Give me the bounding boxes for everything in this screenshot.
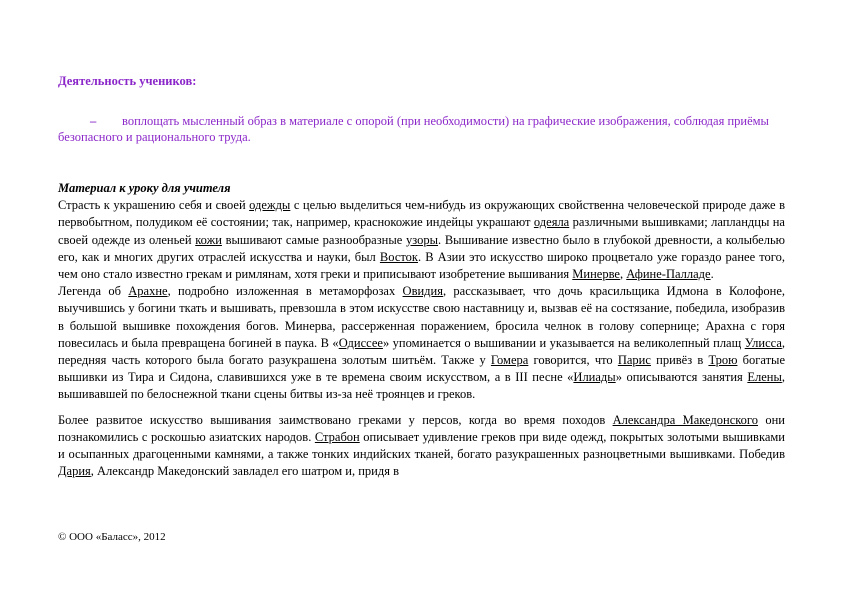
- link-iliady[interactable]: Илиады: [573, 370, 616, 385]
- link-gomera[interactable]: Гомера: [490, 353, 529, 368]
- link-strabon[interactable]: Страбон: [314, 429, 360, 444]
- activity-bullet: [58, 113, 788, 145]
- link-odissee[interactable]: Одиссее: [338, 335, 383, 350]
- link-vostok[interactable]: Восток: [379, 249, 418, 264]
- link-odeyala[interactable]: одеяла: [533, 215, 570, 230]
- link-arakhne[interactable]: Арахне: [128, 284, 168, 299]
- teacher-material: [58, 180, 785, 480]
- link-aleksandra-makedonskogo[interactable]: Александра Македонского: [612, 412, 759, 427]
- link-paris[interactable]: Парис: [617, 353, 651, 368]
- bullet-dash: –: [90, 114, 97, 128]
- link-dariya[interactable]: Дария: [58, 464, 91, 479]
- paragraph-2: Легенда об Арахне, подробно изложенная в метаморфозах Овидия, рассказывает, что дочь красильщика Идмона в Колофоне, выучившись у богини ткать и вышивать, превзошла в этом искусстве свою наставницу и, вызвав её на состязание, победила, изобразив в большой вышивке похождения богов. Минерва, рассерженная поражением, бросила челнок в голову сопернице; Арахна с горя повесилась и была превращена богиней в паука. В «Одиссее» упоминается о вышивании и указывается на великолепный плащ Улисса, передняя часть которого была богато разукрашена золотым шитьём. Также у Гомера говорится, что Парис привёз в Трою богатые вышивки из Тира и Сидона, славившихся уже в те времена своим искусством, а в III песне «Илиады» описываются занятия Елены, вышивавшей по белоснежной ткани сцены битвы из-за неё троянцев и греков.: [58, 284, 786, 402]
- link-minerve[interactable]: Минерве: [572, 267, 620, 282]
- link-eleny[interactable]: Елены: [747, 370, 782, 385]
- link-afine-pallade[interactable]: Афине-Палладе: [626, 267, 711, 282]
- paragraph-3: Более развитое искусство вышивания заимствовано греками у персов, когда во время походов Александра Македонского они познакомились с роскошью азиатских народов. Страбон описывает удивление греков при виде одежд, покрытых золотыми вышивками и осыпанных драгоценными камнями, а также тонких индийских тканей, богато разукрашенных разноцветными вышивками. Победив Дария, Александр Македонский завладел его шатром и, придя в: [58, 412, 785, 479]
- material-title: Материал к уроку для учителя: [58, 181, 231, 195]
- link-kozhi[interactable]: кожи: [195, 232, 222, 247]
- link-troyu[interactable]: Трою: [708, 353, 738, 368]
- link-uzory[interactable]: узоры: [406, 232, 439, 247]
- link-ovidiya[interactable]: Овидия: [402, 284, 443, 299]
- paragraph-1: Страсть к украшению себя и своей одежды с целью выделиться чем-нибудь из окружающих свойственна человеческой природе даже в первобытном, полудиком её состоянии; так, например, краснокожие индейцы украшают одеяла различными вышивками; лапландцы на своей одежде из оленьей кожи вышивают самые разнообразные узоры. Вышивание известно было в глубокой древности, а колыбелью его, как и многих других отраслей искусства и науки, был Восток. В Азии это искусство широко процветало уже гораздо ранее того, чем оно стало известно грекам и римлянам, хотя греки и приписывают изобретение вышивания Минерве, Афине-Палладе.: [58, 198, 786, 282]
- link-ulissa[interactable]: Улисса: [744, 335, 782, 350]
- activity-heading: Деятельность учеников:: [58, 74, 197, 88]
- bullet-text: воплощать мысленный образ в материале с опорой (при необходимости) на графические изображения, соблюдая приёмы безопасного и рационального труда.: [58, 114, 769, 144]
- copyright-footer: © ООО «Баласс», 2012: [58, 531, 166, 543]
- link-odezhdy[interactable]: одежды: [249, 198, 291, 213]
